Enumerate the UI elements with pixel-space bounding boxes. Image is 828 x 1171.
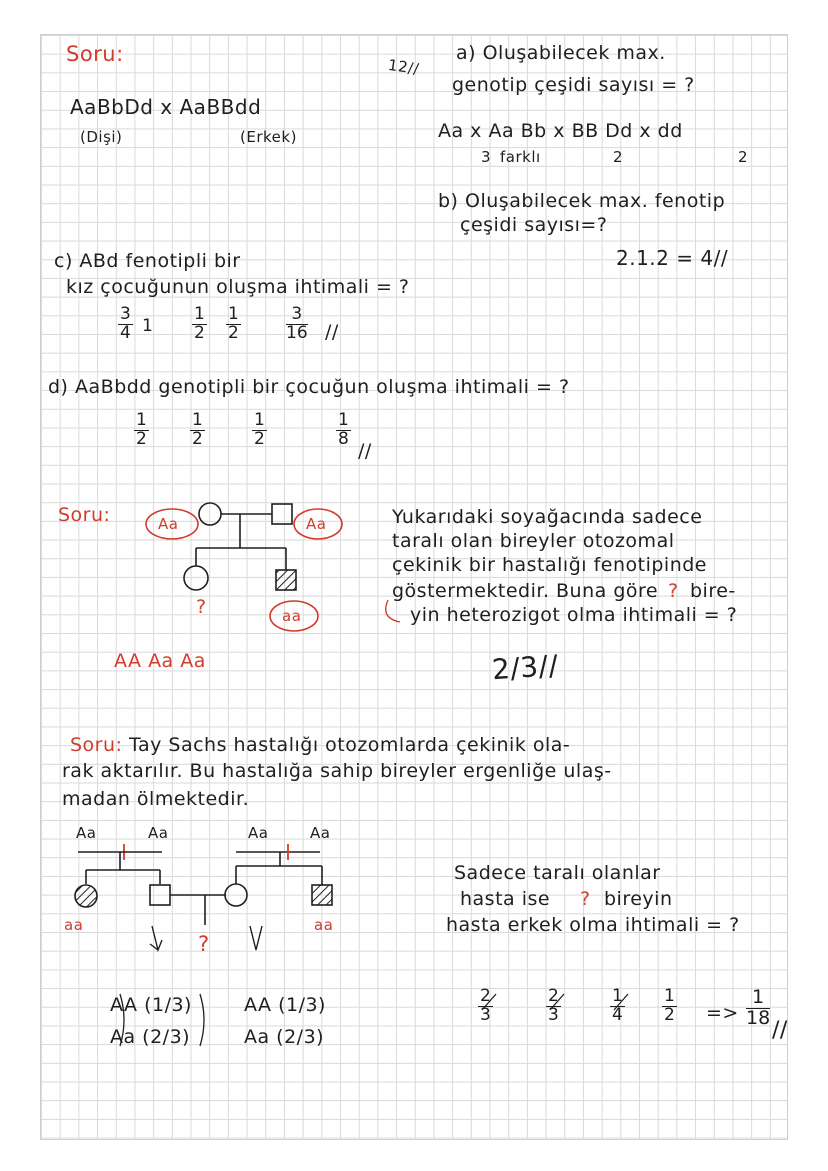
q2-mother-symbol (199, 503, 221, 525)
q3-father-symbol (150, 885, 170, 905)
q1-d-frac2: $\frac{1}{2}$ (192, 410, 203, 449)
q2-question-mark: ? (196, 596, 207, 618)
q3-right-option1: AA (1/3) (244, 994, 326, 1016)
q2-father-symbol (272, 504, 292, 524)
q3-result-frac: $\frac{1}{18}$ (746, 986, 771, 1029)
q1-c-frac2: $\frac{1}{2}$ (194, 304, 205, 343)
q1-c-line2: kız çocuğunun oluşma ihtimali = ? (66, 276, 410, 298)
q3-text-line1-wrap (70, 736, 570, 755)
q1-cross: AaBbDd x AaBBdd (70, 95, 262, 119)
q2-answer: 2/3// (490, 648, 560, 687)
q3-affected-sister-symbol (75, 885, 97, 907)
q1-c-frac4: $\frac{3}{16}$ (286, 304, 308, 343)
q1-a-count1-label: farklı (500, 148, 541, 166)
q3-side-question-mark: ? (580, 888, 591, 910)
q3-grandparent4-genotype: Aa (310, 824, 331, 842)
q2-soru-label: Soru: (58, 504, 111, 526)
q3-grandparent2-genotype: Aa (148, 824, 169, 842)
q1-d-frac1: $\frac{1}{2}$ (136, 410, 147, 449)
q1-b-answer: 2.1.2 = 4// (616, 246, 729, 270)
q1-d-end: // (358, 440, 372, 462)
q3-frac3: $\frac{1}{4}$ (612, 986, 623, 1025)
q2-text-line4a: göstermektedir. Buna göre (392, 580, 659, 602)
q3-brother-genotype: aa (314, 916, 334, 934)
q3-right-option2: Aa (2/3) (244, 1026, 325, 1048)
q1-c-one: 1 (142, 316, 154, 336)
q1-a-count1: 3 (481, 148, 492, 166)
q2-text-line5: yin heterozigot olma ihtimali = ? (410, 604, 738, 626)
q2-text-line4b: bire- (690, 580, 736, 602)
q1-a-count3: 2 (738, 148, 749, 166)
q2-text-line3: çekinik bir hastalığı fenotipinde (392, 554, 707, 576)
q1-a-line1: a) Oluşabilecek max. (456, 42, 666, 64)
q1-c-frac1: $\frac{3}{4}$ (120, 304, 131, 343)
q1-female-label: (Dişi) (80, 128, 123, 146)
q1-d-line: d) AaBbdd genotipli bir çocuğun oluşma ihtimali = ? (48, 376, 570, 398)
q3-side-line3: hasta erkek olma ihtimali = ? (446, 914, 740, 936)
q3-left-option2: Aa (2/3) (110, 1026, 191, 1048)
q1-d-frac4: $\frac{1}{8}$ (338, 410, 349, 449)
q3-grandparent1-genotype: Aa (76, 824, 97, 842)
q1-c-frac3: $\frac{1}{2}$ (228, 304, 239, 343)
q3-end-mark: // (772, 1018, 788, 1043)
q3-frac4: $\frac{1}{2}$ (664, 986, 675, 1025)
q3-frac2: $\frac{2}{3}$ (548, 986, 559, 1025)
q3-mother-symbol (225, 884, 247, 906)
q2-father-genotype: Aa (306, 515, 327, 533)
q3-affected-brother-symbol (312, 885, 332, 905)
q1-b-line2: çeşidi sayısı=? (460, 214, 608, 236)
q1-d-frac3: $\frac{1}{2}$ (254, 410, 265, 449)
q1-a-crosses: Aa x Aa Bb x BB Dd x dd (438, 120, 683, 142)
q3-frac1: $\frac{2}{3}$ (480, 986, 491, 1025)
q3-arrow: => (706, 1002, 739, 1024)
q3-text-line3: madan ölmektedir. (62, 788, 250, 810)
q3-grandparent3-genotype: Aa (248, 824, 269, 842)
q3-side-line1: Sadece taralı olanlar (454, 862, 661, 884)
q1-a-line2: genotip çeşidi sayısı = ? (452, 74, 695, 96)
q2-options: AA Aa Aa (114, 650, 206, 672)
q3-side-line2a: hasta ise (460, 888, 551, 910)
q1-male-label: (Erkek) (240, 128, 297, 146)
q1-b-line1: b) Oluşabilecek max. fenotip (438, 190, 726, 212)
q3-text-line2: rak aktarılır. Bu hastalığa sahip bireyler ergenliğe ulaş- (62, 760, 612, 782)
q3-soru-label: Soru: (70, 734, 123, 756)
q2-mother-genotype: Aa (158, 515, 179, 533)
q3-sister-genotype: aa (64, 916, 84, 934)
q3-question-mark: ? (198, 932, 210, 956)
q1-c-line1: c) ABd fenotipli bir (54, 250, 241, 272)
q1-a-count2: 2 (613, 148, 624, 166)
q2-text-line1: Yukarıdaki soyağacında sadece (392, 506, 703, 528)
q2-daughter-symbol (184, 566, 208, 590)
q1-score-mark: 12// (386, 55, 421, 79)
q1-soru-label: Soru: (66, 42, 124, 66)
q2-text-line2: taralı olan bireyler otozomal (392, 530, 675, 552)
q2-text-question-mark: ? (668, 580, 679, 602)
q2-affected-son-symbol (276, 570, 296, 590)
q3-text-line1: Tay Sachs hastalığı otozomlarda çekinik ola- (129, 734, 571, 756)
q1-c-end: // (325, 321, 339, 343)
q3-side-line2b: bireyin (604, 888, 673, 910)
q3-left-option1: AA (1/3) (110, 994, 192, 1016)
q2-affected-genotype: aa (282, 607, 302, 625)
